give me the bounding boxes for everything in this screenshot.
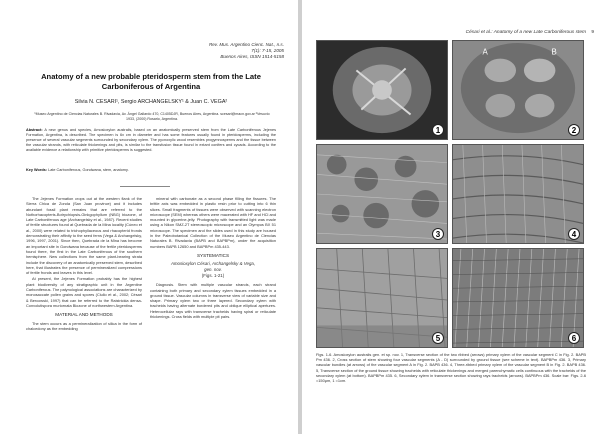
page-number: 9 xyxy=(591,30,594,35)
keywords xyxy=(26,168,276,172)
intro-paragraph-2: At present, the Jejenes Formation probably has the highest plant biodiversity of any stratigraphic unit in the Argentine Carboniferous. The palynological associations are characterized by monosaccate pollen grains and spores (Ciullo et al., 2002; Césari & Bercowski, 1997) that can be referred to the Raistrickia densa-Convolutispora muriornata Biozone of northwestern Argentina. xyxy=(26,276,142,308)
plate-number-2: 2 xyxy=(568,124,580,136)
plate-3 xyxy=(316,144,448,244)
taxon-status: gen. nov. xyxy=(204,267,222,273)
taxon-name: Amosioxylon Césari, Archangelsky & Vega, xyxy=(170,261,256,267)
plate-number-4: 4 xyxy=(568,228,580,240)
journal-citation xyxy=(209,42,284,60)
body-column-right xyxy=(150,196,276,320)
taxon-block xyxy=(150,261,276,279)
keywords-label: Key Words: xyxy=(26,168,48,172)
abstract-label: Abstract: xyxy=(26,128,43,132)
plate-1-image xyxy=(317,41,447,139)
abstract-text: A new genus and species, Amosioxylon australis, based on an anatomically preserved stem from the Late Carboniferous Jejenes Formation, Argentina, is described. The specimen is 6x cm in diameter and has some features usually found in pteridosperms, including the presence of several vascular segments surrounded by secondary xylem. The pycnoxylic wood resembles progymnosperms and the tissue between the vascular strands, with reticulate thickenings and pits, is similar to the transfusion tissue found in extant conifers and cycads. According to the available evidence a relationship with primitive pteridosperms is suggested. xyxy=(26,128,276,152)
figure-caption: Figs. 1-6. Amosioxylon australis gen. et sp. nov. 1, Transverse section of the two ribbed (arrows) primary xylem of the vascular segment C in Fig. 2. BAPB Pm 436. 2, Cross section of stem showing four vascular segments (A - D) surrounded by ground tissue (see scheme in text). BAPBPm 436. 3, Primary vascular bundles (at arrows) of the vascular segment A in Fig. 2. BAPB 436. 4, Three-ribbed primary xylem of the vascular segment B in Fig. 2. BAPB 436. 5, Transverse section of the ground tissue showing tracheids with reticulate thickenings and merged parenchymatic cells continuous with the tracheids of the secondary xylem (at bottom). BAPBPm 435. 6, Secondary xylem in transverse section showing rays tracheids (arrows). BAPBPm 436. Scale bar: Figs. 2-6 =150μm, 1 =1cm. xyxy=(316,352,586,384)
plate-number-1: 1 xyxy=(432,124,444,136)
plate-3-image xyxy=(317,145,447,243)
diagnosis-paragraph: Diagnosis. Stem with multiple vascular strands, each strand containing both primary and secondary xylem tissues embedded in a ground tissue. Vascular columns in transverse view of variable size and shape. Primary xylem two or three layered. Secondary xylem with tracheids having alternate bordered pits and oblique elliptical apertures. Heterocellular rays with transverse tracheids having spiral or reticulate thickenings. Cross fields with multiple pit pairs. xyxy=(150,282,276,320)
journal-issn: Buenos Aires, ISSN 1514-5158 xyxy=(220,54,284,59)
plate-4-image xyxy=(453,145,583,243)
journal-name: Rev. Mus. Argentino Cienc. Nat., n.s. xyxy=(208,42,284,47)
plate-5-image xyxy=(317,249,447,347)
paper-title: Anatomy of a new probable pteridosperm stem from the Late Carboniferous of Argentina xyxy=(41,72,261,91)
plate-5 xyxy=(316,248,448,348)
right-page xyxy=(302,0,600,434)
author-affiliations: ¹Museo Argentino de Ciencias Naturales B. Rivadavia, Av. Ángel Gallardo 470, C1405DJR, Buenos Aires, Argentina. scesari@macn.gov.ar ²Vesuvio 1933, (2000) Rosario, Argentina. xyxy=(34,112,270,121)
intro-paragraph-1: The Jejenes Formation crops out at the western flank of the Sierra Chica de Zonda (San Juan province) and it includes abundant fossil plant remains that are referred to the Nothorhacopteris-Botrychiopsis-Ginkgophyllum (NBG) biozone, of Late Carboniferous age (Archangelsky et al., 1987). Recent studies of fertile structures found at Quebrada de la Mina locality (Cúneo et al., 2000) were related to trichophyllaceous and rhacopterid fronds demonstrating their affinity to the seed ferns (Vega & Archangelsky, 1996, 1997, 2001). Since then, Quebrada de la Mina has become an important site in Gondwana because of the fertile pteridosperms found there, the first in the Late Carboniferous of the southern hemisphere. New collections from the same plant-bearing strata include the discovery of an anatomically preserved stem, described here, that illustrates the presence of permineralized compressions of fertile fronds and leaves in this level. xyxy=(26,196,142,276)
plate-number-3: 3 xyxy=(432,228,444,240)
plate-2 xyxy=(452,40,584,140)
abstract xyxy=(26,128,276,153)
heading-material-methods: MATERIAL AND METHODS xyxy=(55,312,113,318)
section-divider xyxy=(120,186,170,187)
plate-1 xyxy=(316,40,448,140)
plate-2-letter-a: A xyxy=(482,47,488,57)
journal-volume: 7(1): 7-15, 2005 xyxy=(251,48,284,53)
left-page xyxy=(0,0,298,434)
plate-4 xyxy=(452,144,584,244)
taxon-figures: (Figs. 1-21) xyxy=(201,273,225,279)
heading-systematics: SYSTEMATICS xyxy=(196,252,230,258)
plate-2-letter-b: B xyxy=(551,47,557,57)
plate-6-image xyxy=(453,249,583,347)
methods-paragraph-continued: mineral with carbonate as a second phase filling the fissures. The brittle axis was embedded in plastic resin prior to cutting into 6 thin slices. Small fragments of tissues were observed with scanning electron microscope (SEM) whereas others were macerated with HF and HCl and mounted in glycerine-jelly. Photography with transmitted light was made using a Nikon SMZ-2T stereoscopic microscope and an Olympus BX 51 microscope. The specimen and the slides used in this study are housed in the Paleobotanical Collection of the Museo Argentino de Ciencias Naturales B. Rivadavia (BAPB and BAPBPm), under the acquisition numbers BAPB 12650 and BAPBPm 435-443. xyxy=(150,196,276,249)
plate-number-6: 6 xyxy=(568,332,580,344)
running-header: Césari et al.: Anatomy of a new Late Carboniferous stem xyxy=(465,30,586,35)
plate-number-5: 5 xyxy=(432,332,444,344)
plate-2-image xyxy=(453,41,583,139)
body-column-left xyxy=(26,196,142,332)
plate-6 xyxy=(452,248,584,348)
keywords-text: Late Carboniferous, Gondwana, stem, anatomy. xyxy=(48,168,129,172)
paper-authors: Silvia N. CESARI¹, Sergio ARCHANGELSKY¹ & Juan C. VEGA² xyxy=(74,99,228,105)
methods-paragraph: The stem occurs as a permineralization of silica in the form of chalcedony as the embedding xyxy=(26,320,142,331)
